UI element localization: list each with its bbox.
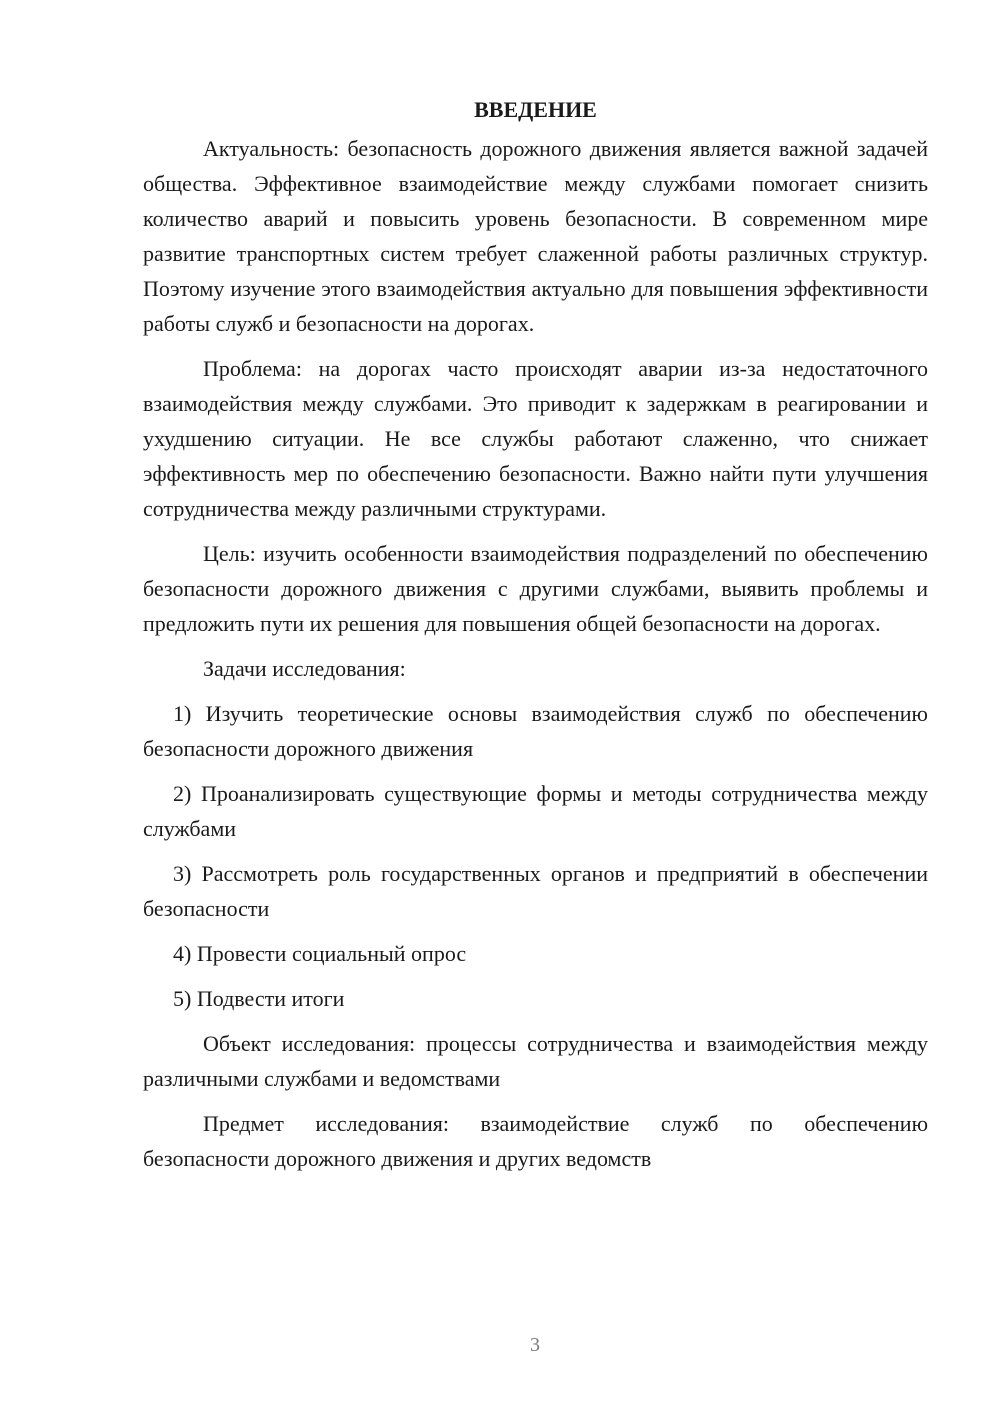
page-title: ВВЕДЕНИЕ [474, 97, 597, 122]
document-body [143, 92, 928, 1186]
relevance-paragraph: Актуальность: безопасность дорожного движения является важной задачей общества. Эффективное взаимодействие между службами помогает снизить количество аварий и повысить уровень безопасности. В современном мире развитие транспортных систем требует слаженной работы различных структур. Поэтому изучение этого взаимодействия актуально для повышения эффективности работы служб и безопасности на дорогах. [143, 136, 928, 336]
task-item-4: 4) Провести социальный опрос [173, 941, 467, 966]
task-item-1: 1) Изучить теоретические основы взаимодействия служб по обеспечению безопасности дорожного движения [143, 701, 928, 761]
subject-paragraph: Предмет исследования: взаимодействие служб по обеспечению безопасности дорожного движения и других ведомств [143, 1111, 928, 1171]
problem-paragraph: Проблема: на дорогах часто происходят аварии из-за недостаточного взаимодействия между службами. Это приводит к задержкам в реагировании и ухудшению ситуации. Не все службы работают слаженно, что снижает эффективность мер по обеспечению безопасности. Важно найти пути улучшения сотрудничества между различными структурами. [143, 356, 928, 521]
task-item-5: 5) Подвести итоги [173, 986, 345, 1011]
goal-paragraph: Цель: изучить особенности взаимодействия подразделений по обеспечению безопасности дорожного движения с другими службами, выявить проблемы и предложить пути их решения для повышения общей безопасности на дорогах. [143, 541, 928, 636]
task-item-2: 2) Проанализировать существующие формы и методы сотрудничества между службами [143, 781, 928, 841]
task-item-3: 3) Рассмотреть роль государственных органов и предприятий в обеспечении безопасности [143, 861, 928, 921]
tasks-heading: Задачи исследования: [203, 656, 406, 681]
object-paragraph: Объект исследования: процессы сотрудничества и взаимодействия между различными службами и ведомствами [143, 1031, 928, 1091]
page-number: 3 [530, 1334, 540, 1356]
